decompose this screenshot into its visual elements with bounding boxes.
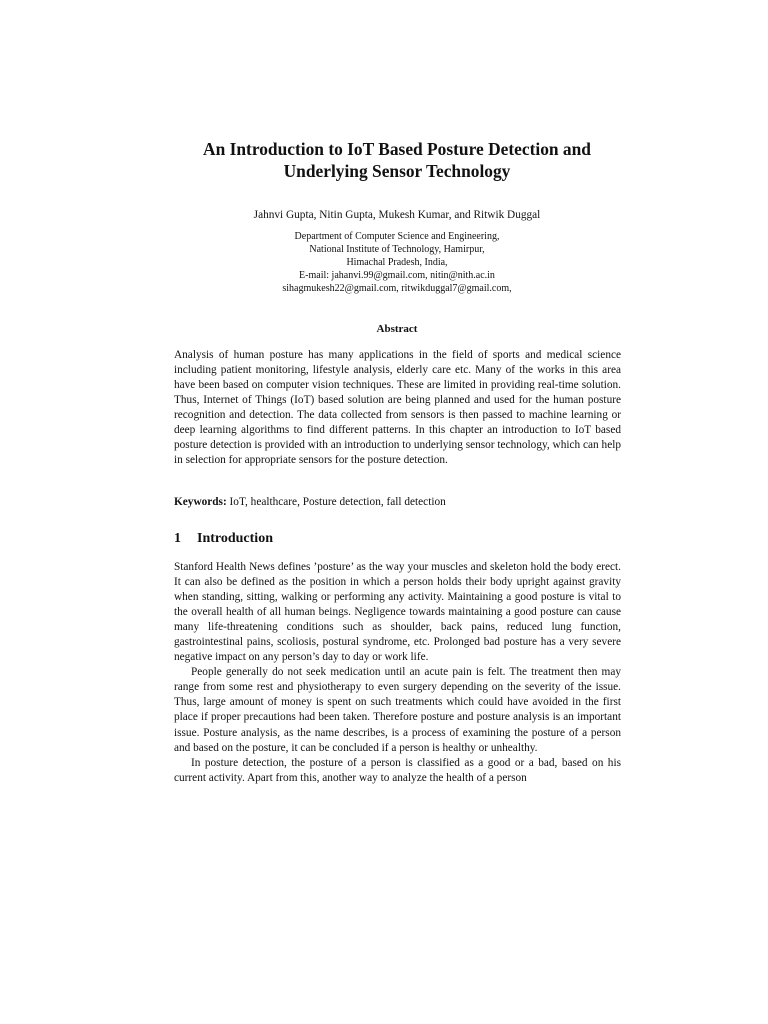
keywords-line (174, 495, 621, 510)
affiliation-department: Department of Computer Science and Engineering, (294, 231, 500, 242)
keywords-label: Keywords: (174, 496, 227, 508)
affiliation-location: Himachal Pradesh, India, (346, 257, 448, 268)
section-number: 1 (174, 531, 181, 546)
introduction-paragraph-2: People generally do not seek medication until an acute pain is felt. The treatment then may range from some rest and physiotherapy to even surgery depending on the severity of the issue. Thus, large amount of money is spent on such treatments which could have avoided in the first place if proper precautions had been taken. Therefore posture and posture analysis is an important issue. Posture analysis, as the name describes, is a process of examining the posture of a person and based on the posture, it can be concluded if a person is healthy or unhealthy. (174, 666, 621, 754)
paper-title-line-1: An Introduction to IoT Based Posture Detection and (203, 139, 591, 159)
abstract-text: Analysis of human posture has many applications in the field of sports and medical science including patient monitoring, lifestyle analysis, elderly care etc. Many of the works in this area have been based on computer vision techniques. These are limited in providing real-time solution. Thus, Internet of Things (IoT) based solution are being planned and used for the human posture recognition and detection. The data collected from sensors is then passed to machine learning or deep learning algorithms to find different patterns. In this chapter an introduction to IoT based posture detection is provided with an introduction to underlying sensor technology, which can help in selection for appropriate sensors for the posture detection. (174, 349, 621, 466)
affiliation-email-line-1: E-mail: jahanvi.99@gmail.com, nitin@nith.ac.in (299, 270, 495, 281)
paper-title (150, 138, 644, 182)
section-title: Introduction (197, 531, 273, 546)
introduction-body (174, 560, 621, 786)
keywords-text: IoT, healthcare, Posture detection, fall detection (229, 496, 446, 508)
affiliation-email-line-2: sihagmukesh22@gmail.com, ritwikduggal7@gmail.com, (282, 283, 512, 294)
introduction-paragraph-1: Stanford Health News defines ’posture’ as the way your muscles and skeleton hold the body erect. It can also be defined as the position in which a person holds their body upright against gravity when standing, sitting, walking or performing any activity. Maintaining a good posture is vital to the overall health of all human beings. Negligence towards maintaining a good posture can cause many life-threatening conditions such as shoulder, back pains, reduced lung function, gastrointestinal pains, scoliosis, postural syndrome, etc. Prolonged bad posture has a very severe negative impact on any person’s day to day or work life. (174, 561, 621, 664)
affiliation-institute: National Institute of Technology, Hamirpur, (309, 244, 485, 255)
paper-title-line-2: Underlying Sensor Technology (283, 161, 511, 181)
section-heading-introduction (174, 530, 621, 548)
abstract-heading: Abstract (376, 323, 418, 335)
affiliation-block (150, 230, 644, 295)
introduction-paragraph-3: In posture detection, the posture of a person is classified as a good or a bad, based on his current activity. Apart from this, another way to analyze the health of a person (174, 756, 621, 784)
author-list: Jahnvi Gupta, Nitin Gupta, Mukesh Kumar, and Ritwik Duggal (253, 209, 541, 221)
